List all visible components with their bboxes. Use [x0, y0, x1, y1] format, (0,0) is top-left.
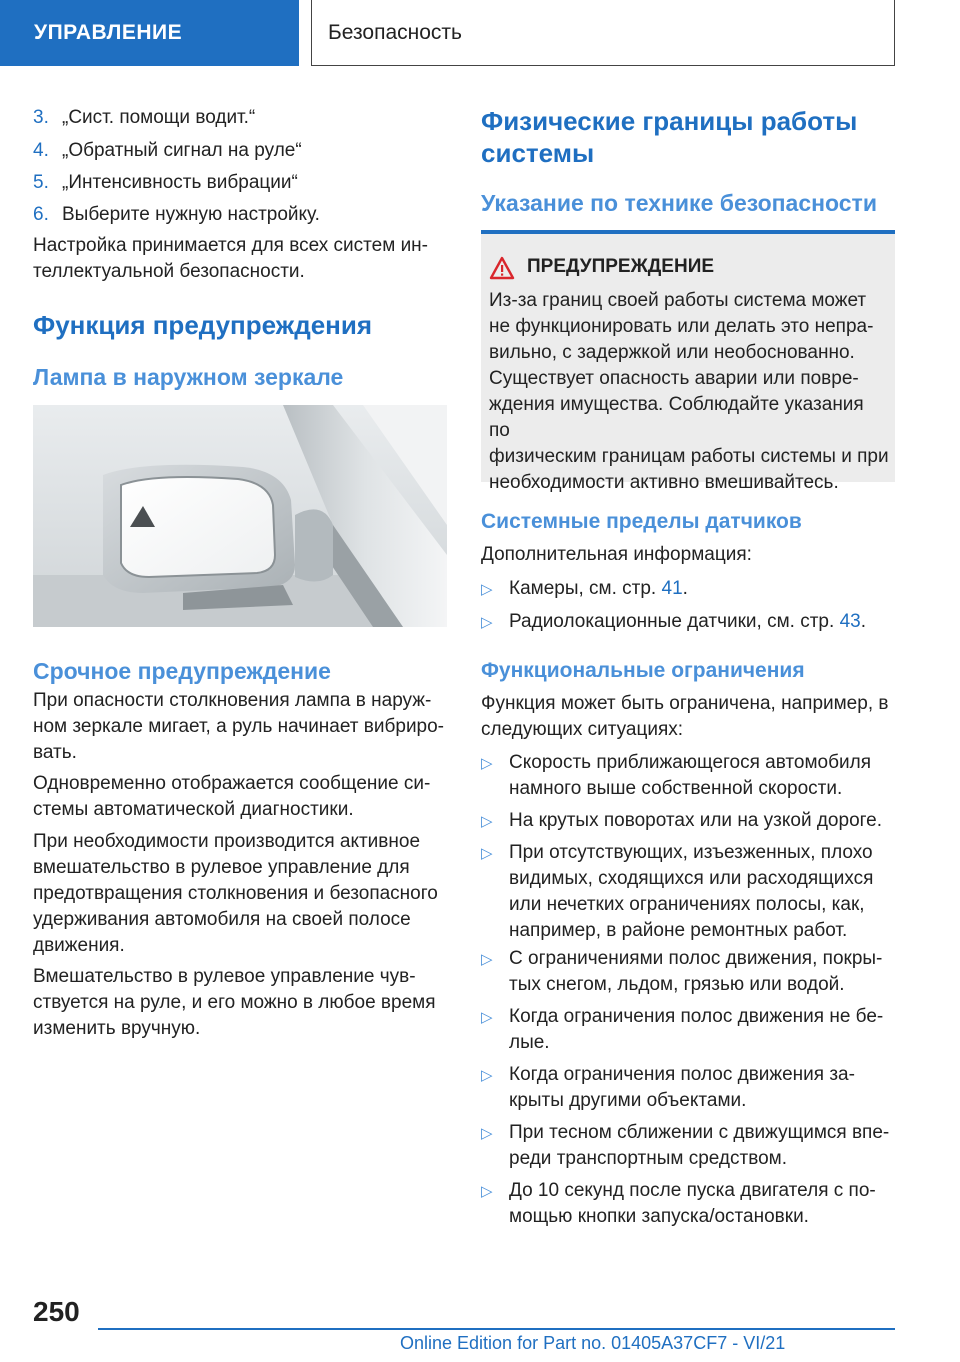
heading-warning-function: Функция предупреждения: [33, 310, 373, 340]
step-text: „Интенсивность вибрации“: [62, 172, 298, 193]
heading-safety: Указание по технике безопасности: [481, 190, 877, 216]
heading-sensors: Системные пределы датчиков: [481, 510, 802, 533]
bullet-icon: ▷: [481, 1125, 493, 1142]
bullet-icon: ▷: [481, 813, 493, 830]
warning-text: Из-за границ своей работы система может не функционировать или делать это непра- вильно, с задержкой или необоснованно. Существует опасность аварии или повре- ждения имущества. Соблюдайте указания по физическим границам работы системы и при необходимости активно вмешивайтесь.: [489, 290, 889, 493]
list-item: Когда ограничения полос движения не бе- лые.: [509, 1006, 884, 1053]
warning-triangle-icon: [489, 256, 515, 280]
sensor-item-radar: Радиолокационные датчики, см. стр. 43.: [509, 611, 866, 632]
section-tab: УПРАВЛЕНИЕ: [0, 0, 299, 66]
bullet-icon: ▷: [481, 1183, 493, 1200]
func-intro: Функция может быть ограничена, например, в следующих ситуациях:: [481, 693, 889, 740]
list-item: При тесном сближении с движущимся впе- реди транспортным средством.: [509, 1122, 890, 1169]
page-number: 250: [33, 1296, 80, 1327]
bullet-icon: ▷: [481, 845, 493, 862]
paragraph-3: При необходимости производится активное вмешательство в рулевое управление для предотвращения столкновения и безопасного удерживания автомобиля на своей полосе движения.: [33, 831, 438, 956]
step-number: 5.: [33, 172, 49, 193]
paragraph-2: Одновременно отображается сообщение си- стемы автоматической диагностики.: [33, 773, 431, 820]
edition-note: Online Edition for Part no. 01405A37CF7 - VI/21: [400, 1333, 786, 1353]
list-item: С ограничениями полос движения, покры- тых снегом, льдом, грязью или водой.: [509, 948, 883, 995]
list-item: До 10 секунд после пуска двигателя с по- мощью кнопки запуска/остановки.: [509, 1180, 876, 1227]
step-number: 4.: [33, 140, 49, 161]
step-number: 6.: [33, 204, 49, 225]
footer-rule: [98, 1328, 895, 1330]
page-link-41[interactable]: 41: [661, 578, 683, 599]
step-text: „Сист. помощи водит.“: [62, 107, 256, 128]
bullet-icon: ▷: [481, 755, 493, 772]
step-number: 3.: [33, 107, 49, 128]
list-item: Скорость приближающегося автомобиля намного выше собственной скорости.: [509, 752, 871, 799]
step-text: „Обратный сигнал на руле“: [62, 140, 302, 161]
paragraph-1: При опасности столкновения лампа в наруж- ном зеркале мигает, а руль начинает вибриро- вать.: [33, 690, 445, 763]
additional-info: Дополнительная информация:: [481, 544, 752, 565]
bullet-icon: ▷: [481, 1067, 493, 1084]
bullet-icon: ▷: [481, 581, 493, 598]
warning-box: [481, 234, 895, 493]
list-item: Когда ограничения полос движения за- крыты другими объектами.: [509, 1064, 855, 1111]
bullet-icon: ▷: [481, 951, 493, 968]
list-item: При отсутствующих, изъезженных, плохо видимых, сходящихся или расходящихся или нечетких ограничениях полосы, как, например, в районе ремонтных работ.: [509, 842, 874, 941]
heading-lamp: Лампа в наружном зеркале: [33, 364, 344, 390]
warning-title: ПРЕДУПРЕЖДЕНИЕ: [527, 256, 715, 277]
chapter-title: Безопасность: [311, 0, 895, 66]
paragraph-4: Вмешательство в рулевое управление чув- ствуется на руле, и его можно в любое время изменить вручную.: [33, 966, 436, 1039]
page-link-43[interactable]: 43: [839, 611, 861, 632]
bullet-icon: ▷: [481, 614, 493, 631]
bullet-icon: ▷: [481, 1009, 493, 1026]
step-text: Выберите нужную настройку.: [62, 204, 320, 225]
heading-limits: Физические границы работы системы: [481, 106, 858, 168]
heading-func-limits: Функциональные ограничения: [481, 659, 805, 682]
setting-note: Настройка принимается для всех систем ин- теллектуальной безопасности.: [33, 235, 429, 282]
list-item: На крутых поворотах или на узкой дороге.: [509, 810, 882, 831]
mirror-illustration: [33, 405, 447, 627]
sensor-item-cameras: Камеры, см. стр. 41.: [509, 578, 688, 599]
heading-urgent: Срочное предупреждение: [33, 658, 331, 684]
